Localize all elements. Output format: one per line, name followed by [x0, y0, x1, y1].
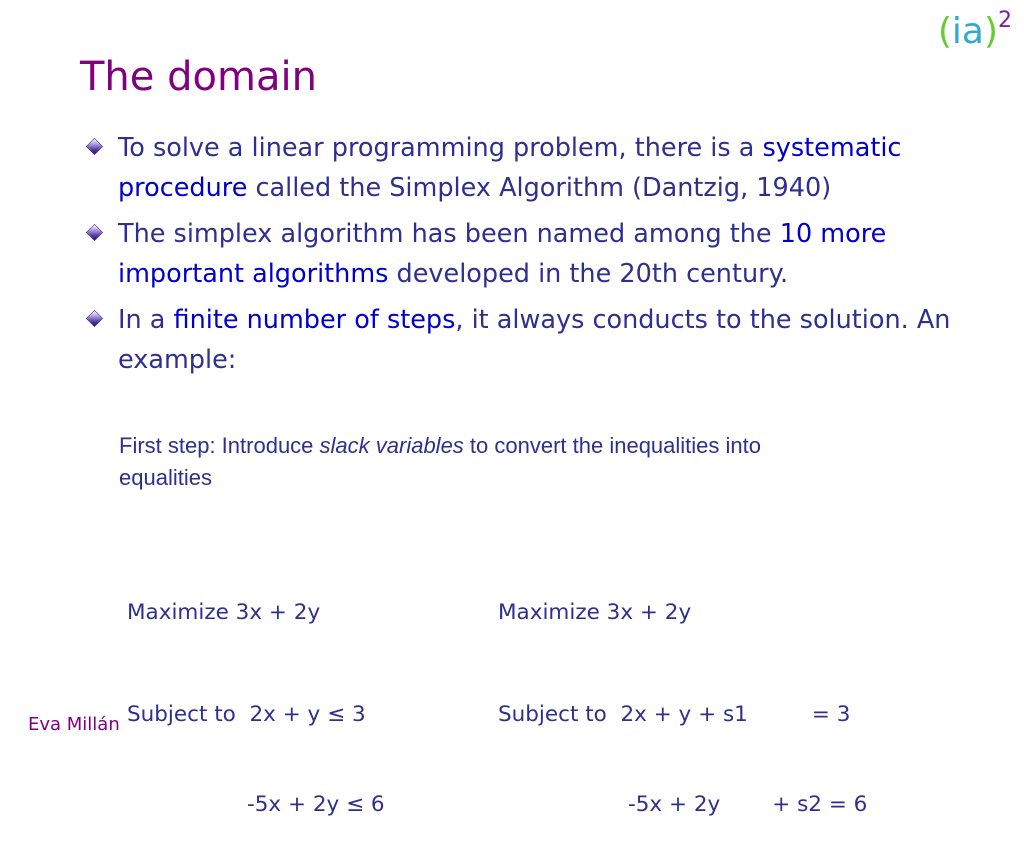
lp-standard-objective: Maximize 3x + 2y [498, 600, 692, 625]
step-text: First step: Introduce [119, 433, 320, 458]
ia2-logo [937, 8, 1012, 52]
bullet-highlight: systematic procedure [118, 133, 902, 203]
lp-standard-constraint-2-lhs: -5x + 2y [628, 792, 721, 817]
bullet-list [84, 128, 984, 386]
lp-original-constraint-1: Subject to 2x + y ≤ 3 [127, 702, 366, 727]
bullet-text: The simplex algorithm has been named among the [118, 219, 780, 249]
step-italic-term: slack variables [319, 433, 464, 458]
lp-standard-constraint-1-rhs: = 3 [811, 702, 851, 727]
bullet-text: In a [118, 305, 174, 335]
bullet-item [84, 300, 984, 380]
lp-standard-constraint-1 [498, 700, 867, 730]
diamond-bullet-icon [87, 311, 103, 327]
bullet-text: developed in the 20th century. [388, 259, 789, 289]
logo-text: ia [951, 11, 984, 52]
lp-original [127, 538, 385, 850]
step-text: to convert the inequalities into equalities [119, 433, 761, 490]
first-step-note [119, 430, 779, 494]
lp-standard-constraint-2-rhs: + s2 = 6 [772, 792, 868, 817]
diamond-bullet-icon [87, 139, 103, 155]
bullet-highlight: finite number of steps [173, 305, 456, 335]
lp-standard-constraint-2 [498, 790, 867, 820]
lp-original-constraint-2: -5x + 2y ≤ 6 [247, 792, 385, 817]
lp-original-objective: Maximize 3x + 2y [127, 600, 321, 625]
bullet-text: , it always conducts to the solution. An example: [118, 305, 951, 375]
diamond-bullet-icon [87, 225, 103, 241]
bullet-text: To solve a linear programming problem, there is a [118, 133, 763, 163]
logo-close-paren: ) [983, 11, 998, 52]
bullet-item [84, 214, 984, 294]
slide-title: The domain [80, 54, 317, 100]
footer-author: Eva Millán [28, 714, 120, 735]
lp-standard-form [498, 538, 867, 850]
logo-superscript: 2 [998, 8, 1012, 33]
bullet-text: called the Simplex Algorithm (Dantzig, 1940) [247, 173, 832, 203]
logo-open-paren: ( [937, 11, 952, 52]
bullet-item [84, 128, 984, 208]
lp-standard-constraint-1-lhs: Subject to 2x + y + s1 [498, 702, 748, 727]
bullet-highlight: 10 more important algorithms [118, 219, 887, 289]
